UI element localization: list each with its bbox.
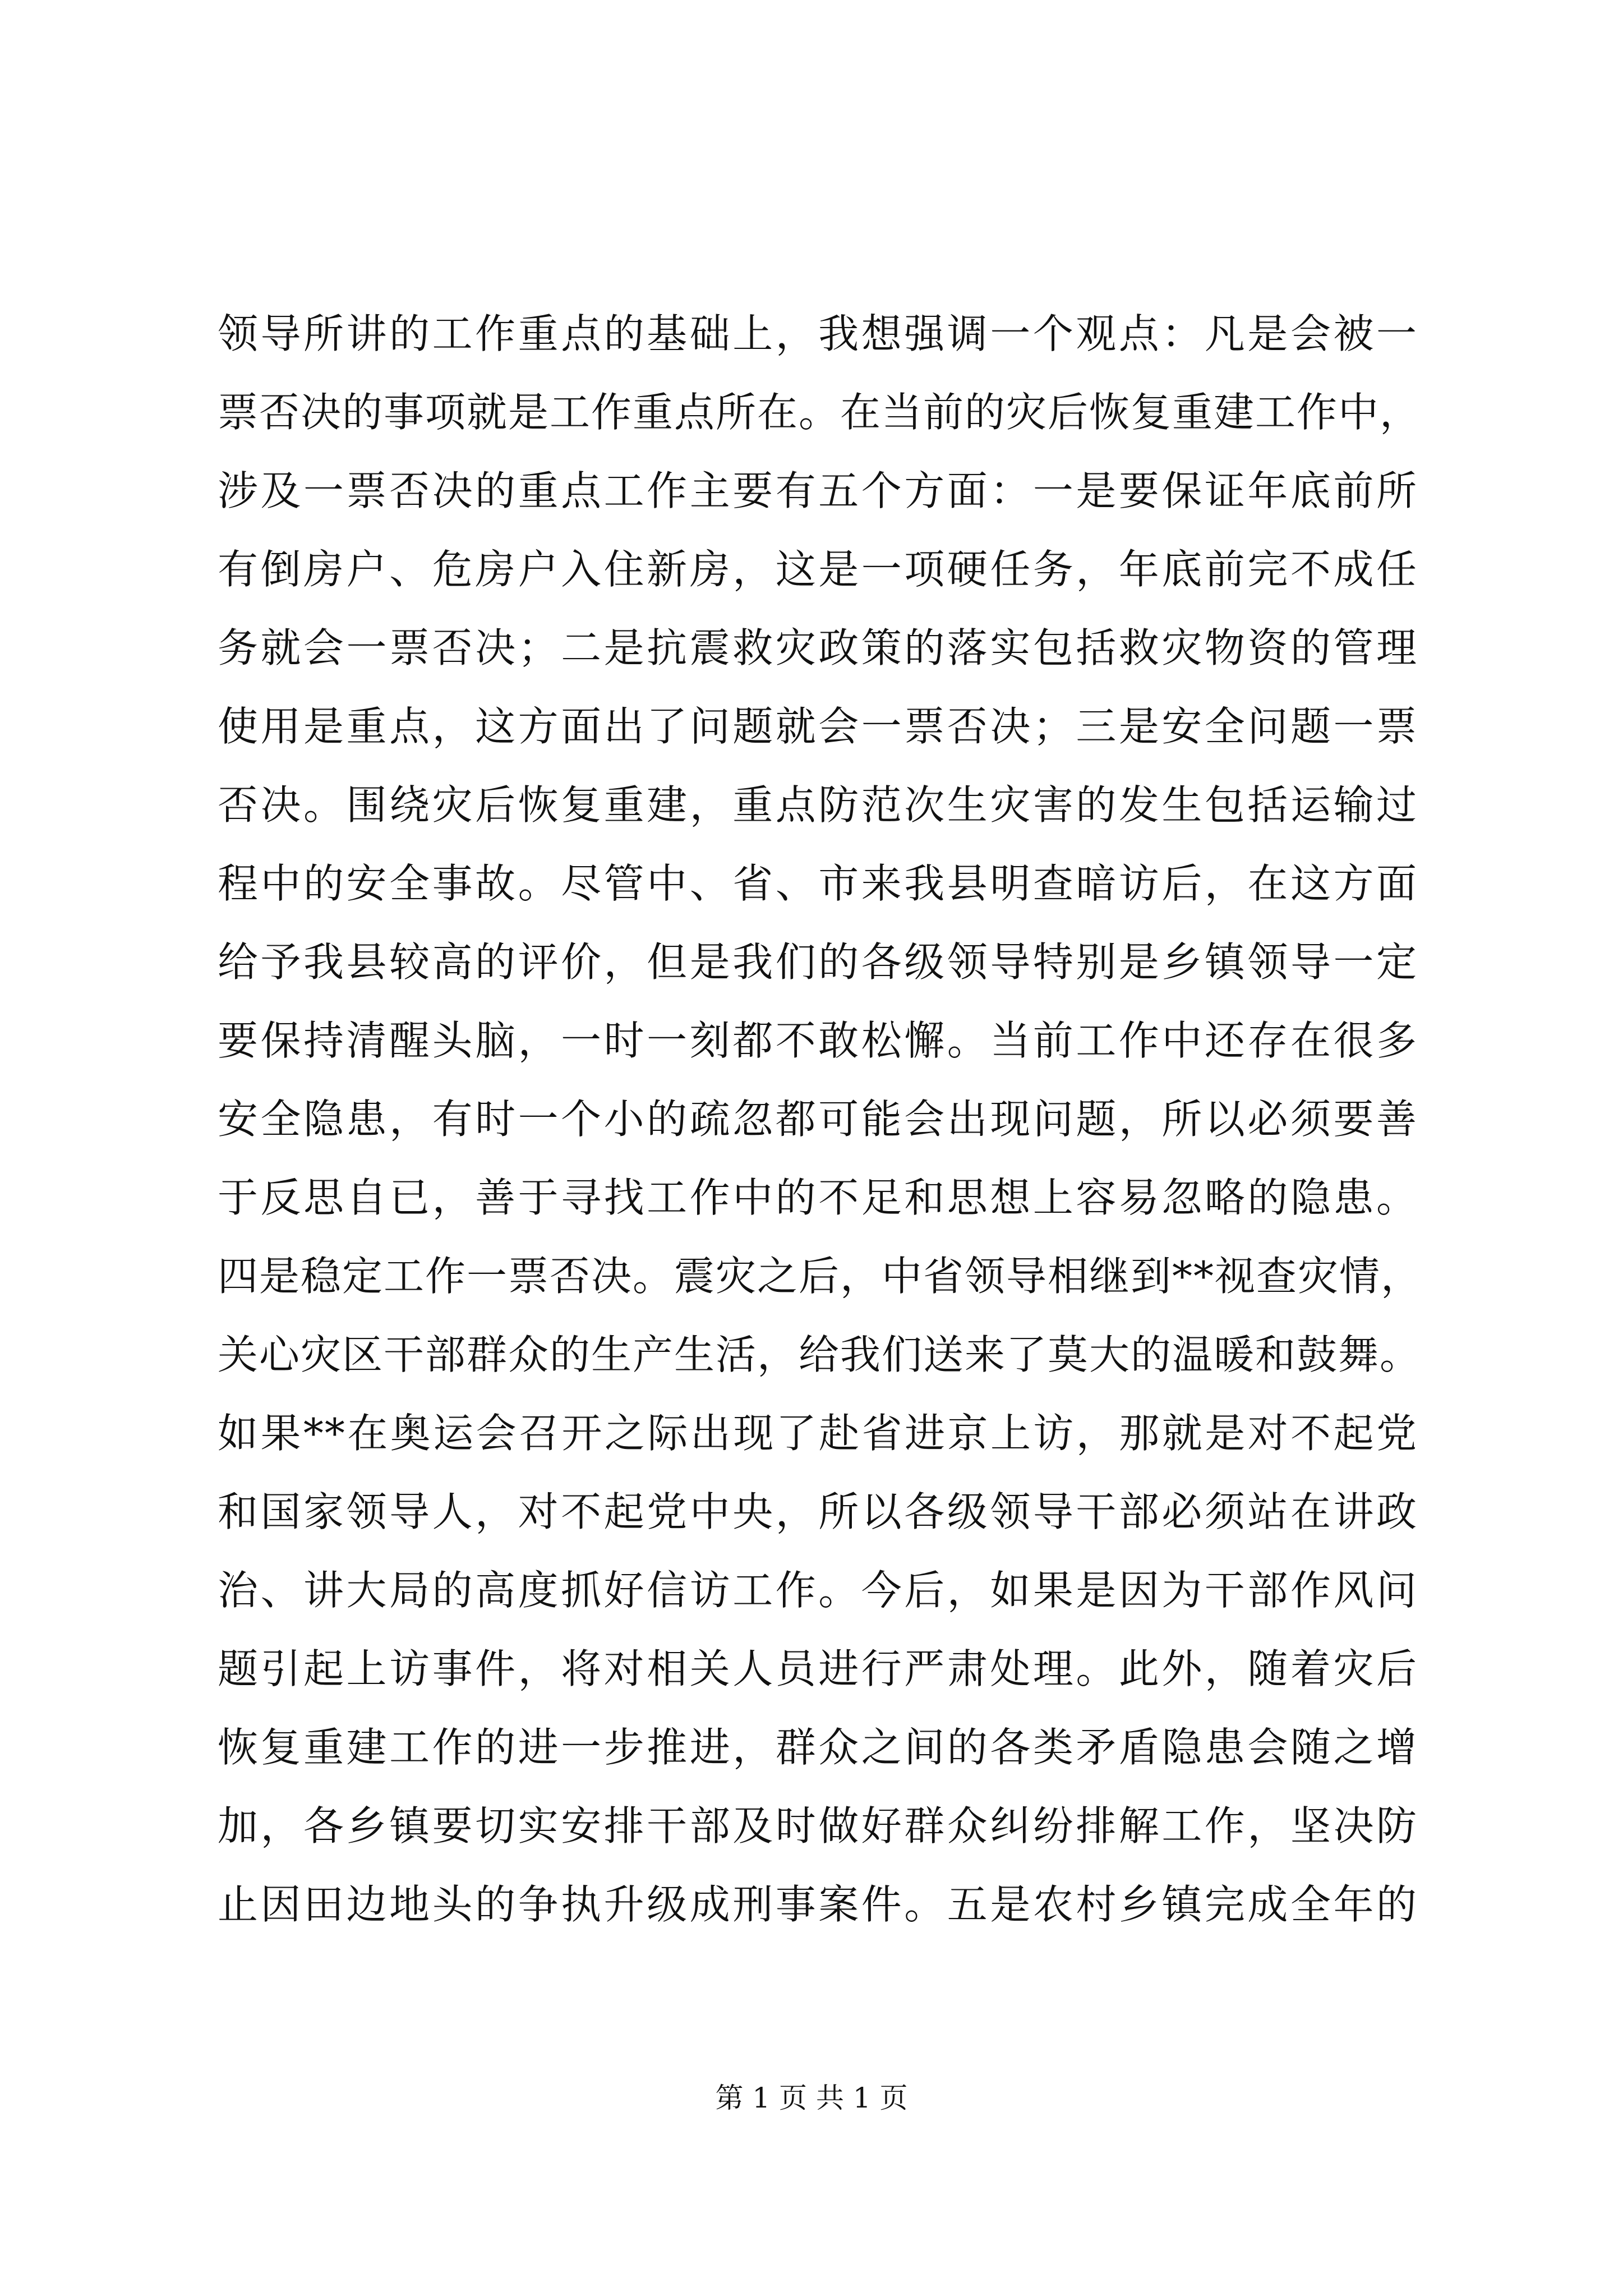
text-line: 止因田边地头的争执升级成刑事案件。五是农村乡镇完成全年的 <box>218 1881 1418 1928</box>
text-line: 和国家领导人，对不起党中央，所以各级领导干部必须站在讲政 <box>218 1488 1418 1535</box>
page-footer <box>0 2076 1623 2120</box>
text-line: 治、讲大局的高度抓好信访工作。今后，如果是因为干部作风问 <box>218 1567 1418 1614</box>
text-line: 有倒房户、危房户入住新房，这是一项硬任务，年底前完不成任 <box>218 546 1418 593</box>
text-line: 票否决的事项就是工作重点所在。在当前的灾后恢复重建工作中， <box>218 389 1422 436</box>
page-number: 第 1 页 共 1 页 <box>715 2082 908 2114</box>
text-line: 要保持清醒头脑，一时一刻都不敢松懈。当前工作中还存在很多 <box>218 1017 1418 1064</box>
text-line: 否决。围绕灾后恢复重建，重点防范次生灾害的发生包括运输过 <box>218 781 1418 829</box>
text-line: 务就会一票否决；二是抗震救灾政策的落实包括救灾物资的管理 <box>218 624 1418 671</box>
text-line: 安全隐患，有时一个小的疏忽都可能会出现问题，所以必须要善 <box>218 1096 1418 1143</box>
text-line: 关心灾区干部群众的生产生活，给我们送来了莫大的温暖和鼓舞。 <box>218 1331 1422 1378</box>
text-line: 给予我县较高的评价，但是我们的各级领导特别是乡镇领导一定 <box>218 938 1418 986</box>
text-line: 恢复重建工作的进一步推进，群众之间的各类矛盾隐患会随之增 <box>218 1724 1418 1771</box>
text-line: 如果**在奥运会召开之际出现了赴省进京上访，那就是对不起党 <box>218 1410 1418 1457</box>
text-line: 使用是重点，这方面出了问题就会一票否决；三是安全问题一票 <box>218 703 1418 750</box>
text-line: 题引起上访事件，将对相关人员进行严肃处理。此外，随着灾后 <box>218 1645 1418 1692</box>
body-text <box>218 295 1423 1944</box>
text-line: 于反思自已，善于寻找工作中的不足和思想上容易忽略的隐患。 <box>218 1174 1418 1221</box>
text-line: 四是稳定工作一票否决。震灾之后，中省领导相继到**视查灾情， <box>218 1253 1423 1300</box>
text-line: 加，各乡镇要切实安排干部及时做好群众纠纷排解工作，坚决防 <box>218 1802 1418 1849</box>
text-line: 领导所讲的工作重点的基础上，我想强调一个观点：凡是会被一 <box>218 310 1418 357</box>
text-line: 涉及一票否决的重点工作主要有五个方面：一是要保证年底前所 <box>218 467 1418 514</box>
text-line: 程中的安全事故。尽管中、省、市来我县明查暗访后，在这方面 <box>218 860 1418 907</box>
